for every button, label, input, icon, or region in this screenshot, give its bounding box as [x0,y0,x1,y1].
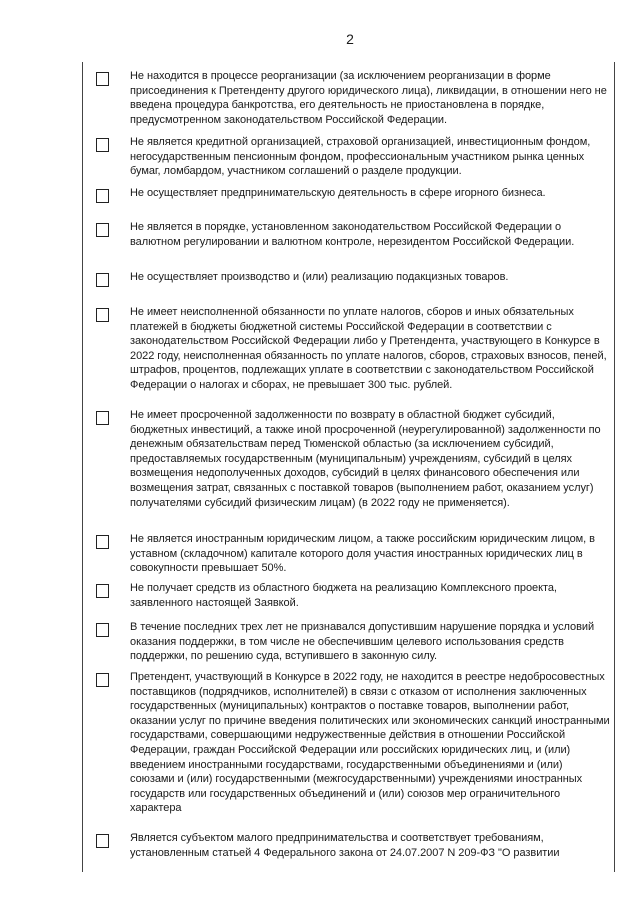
checkbox[interactable] [96,834,109,848]
criteria-text: Претендент, участвующий в Конкурсе в 2022 году, не находится в реестре недобросовестных поставщиков (подрядчиков, исполнителей) в связи с отказом от исполнения заключенных государственных (муниципальных) контрактов о поставке товаров, выполнении работ, оказании услуг по причине введения политических или экономических санкций иностранными государствами, совершающими недружественные действия в отношении Российской Федерации, граждан Российской Федерации или российских юридических лиц, и (или) введением иностранными государствами, государственными объединениями и (или) союзами и (или) государственными (межгосударственными) учреждениями иностранных государств или государственных объединений и (или) союзов мер ограничительного характера [130,671,610,815]
checkbox[interactable] [96,535,109,549]
checkbox[interactable] [96,673,109,687]
criteria-text: Не имеет просроченной задолженности по возврату в областной бюджет субсидий, бюджетных инвестиций, а также иной просроченной (неурегулированной) задолженности по денежным обязательствам перед Тюменской областью (за исключением субсидий, предоставляемых государственным (муниципальным) учреждениям, субсидий в целях возмещения недополученных доходов, субсидий в целях финансового обеспечения или возмещения затрат, связанных с поставкой товаров (выполнением работ, оказанием услуг) получателями субсидий физическим лицам) (в 2022 году не применяется). [130,409,601,509]
checkbox[interactable] [96,72,109,86]
checkbox[interactable] [96,623,109,637]
page-number: 2 [346,31,354,47]
right-border [614,62,615,872]
left-border [82,62,83,872]
checkbox[interactable] [96,308,109,322]
criteria-text: Не получает средств из областного бюджета на реализацию Комплексного проекта, заявленного настоящей Заявкой. [130,582,557,609]
criteria-text: Является субъектом малого предпринимательства и соответствует требованиям, установленным статьей 4 Федерального закона от 24.07.2007 N 209-ФЗ "О развитии [130,832,560,859]
criteria-text: Не находится в процессе реорганизации (за исключением реорганизации в форме присоединения к Претенденту другого юридического лица), ликвидации, в отношении него не введена процедура банкротства, его деятельность не приостановлена в порядке, предусмотренном законодательством Российской Федерации. [130,70,607,126]
criteria-text: Не является кредитной организацией, страховой организацией, инвестиционным фондом, негосударственным пенсионным фондом, профессиональным участником рынка ценных бумаг, ломбардом, участником соглашений о разделе продукции. [130,136,591,178]
checkbox[interactable] [96,584,109,598]
checkbox[interactable] [96,189,109,203]
checkbox[interactable] [96,411,109,425]
criteria-text: Не осуществляет производство и (или) реализацию подакцизных товаров. [130,271,509,283]
criteria-text: Не является в порядке, установленном законодательством Российской Федерации о валютном регулировании и валютном контроле, нерезидентом Российской Федерации. [130,221,575,248]
checkbox[interactable] [96,273,109,287]
criteria-text: Не является иностранным юридическим лицом, а также российским юридическим лицом, в уставном (складочном) капитале которого доля участия иностранных юридических лиц в совокупности превышает 50%. [130,533,595,575]
criteria-text: В течение последних трех лет не признавался допустившим нарушение порядка и условий оказания поддержки, в том числе не обеспечившим целевого использования средств поддержки, по решению суда, вступившего в законную силу. [130,621,595,663]
checkbox[interactable] [96,138,109,152]
criteria-text: Не осуществляет предпринимательскую деятельность в сфере игорного бизнеса. [130,187,546,199]
checkbox[interactable] [96,223,109,237]
criteria-text: Не имеет неисполненной обязанности по уплате налогов, сборов и иных обязательных платежей в бюджеты бюджетной системы Российской Федерации в соответствии с законодательством Российской Федерации либо у Претендента, участвующего в Конкурсе в 2022 году, неисполненная обязанность по уплате налогов, сборов, страховых взносов, пеней, штрафов, процентов, подлежащих уплате в соответствии с законодательством Российской Федерации о налогах и сборах, не превышает 300 тыс. рублей. [130,306,607,391]
